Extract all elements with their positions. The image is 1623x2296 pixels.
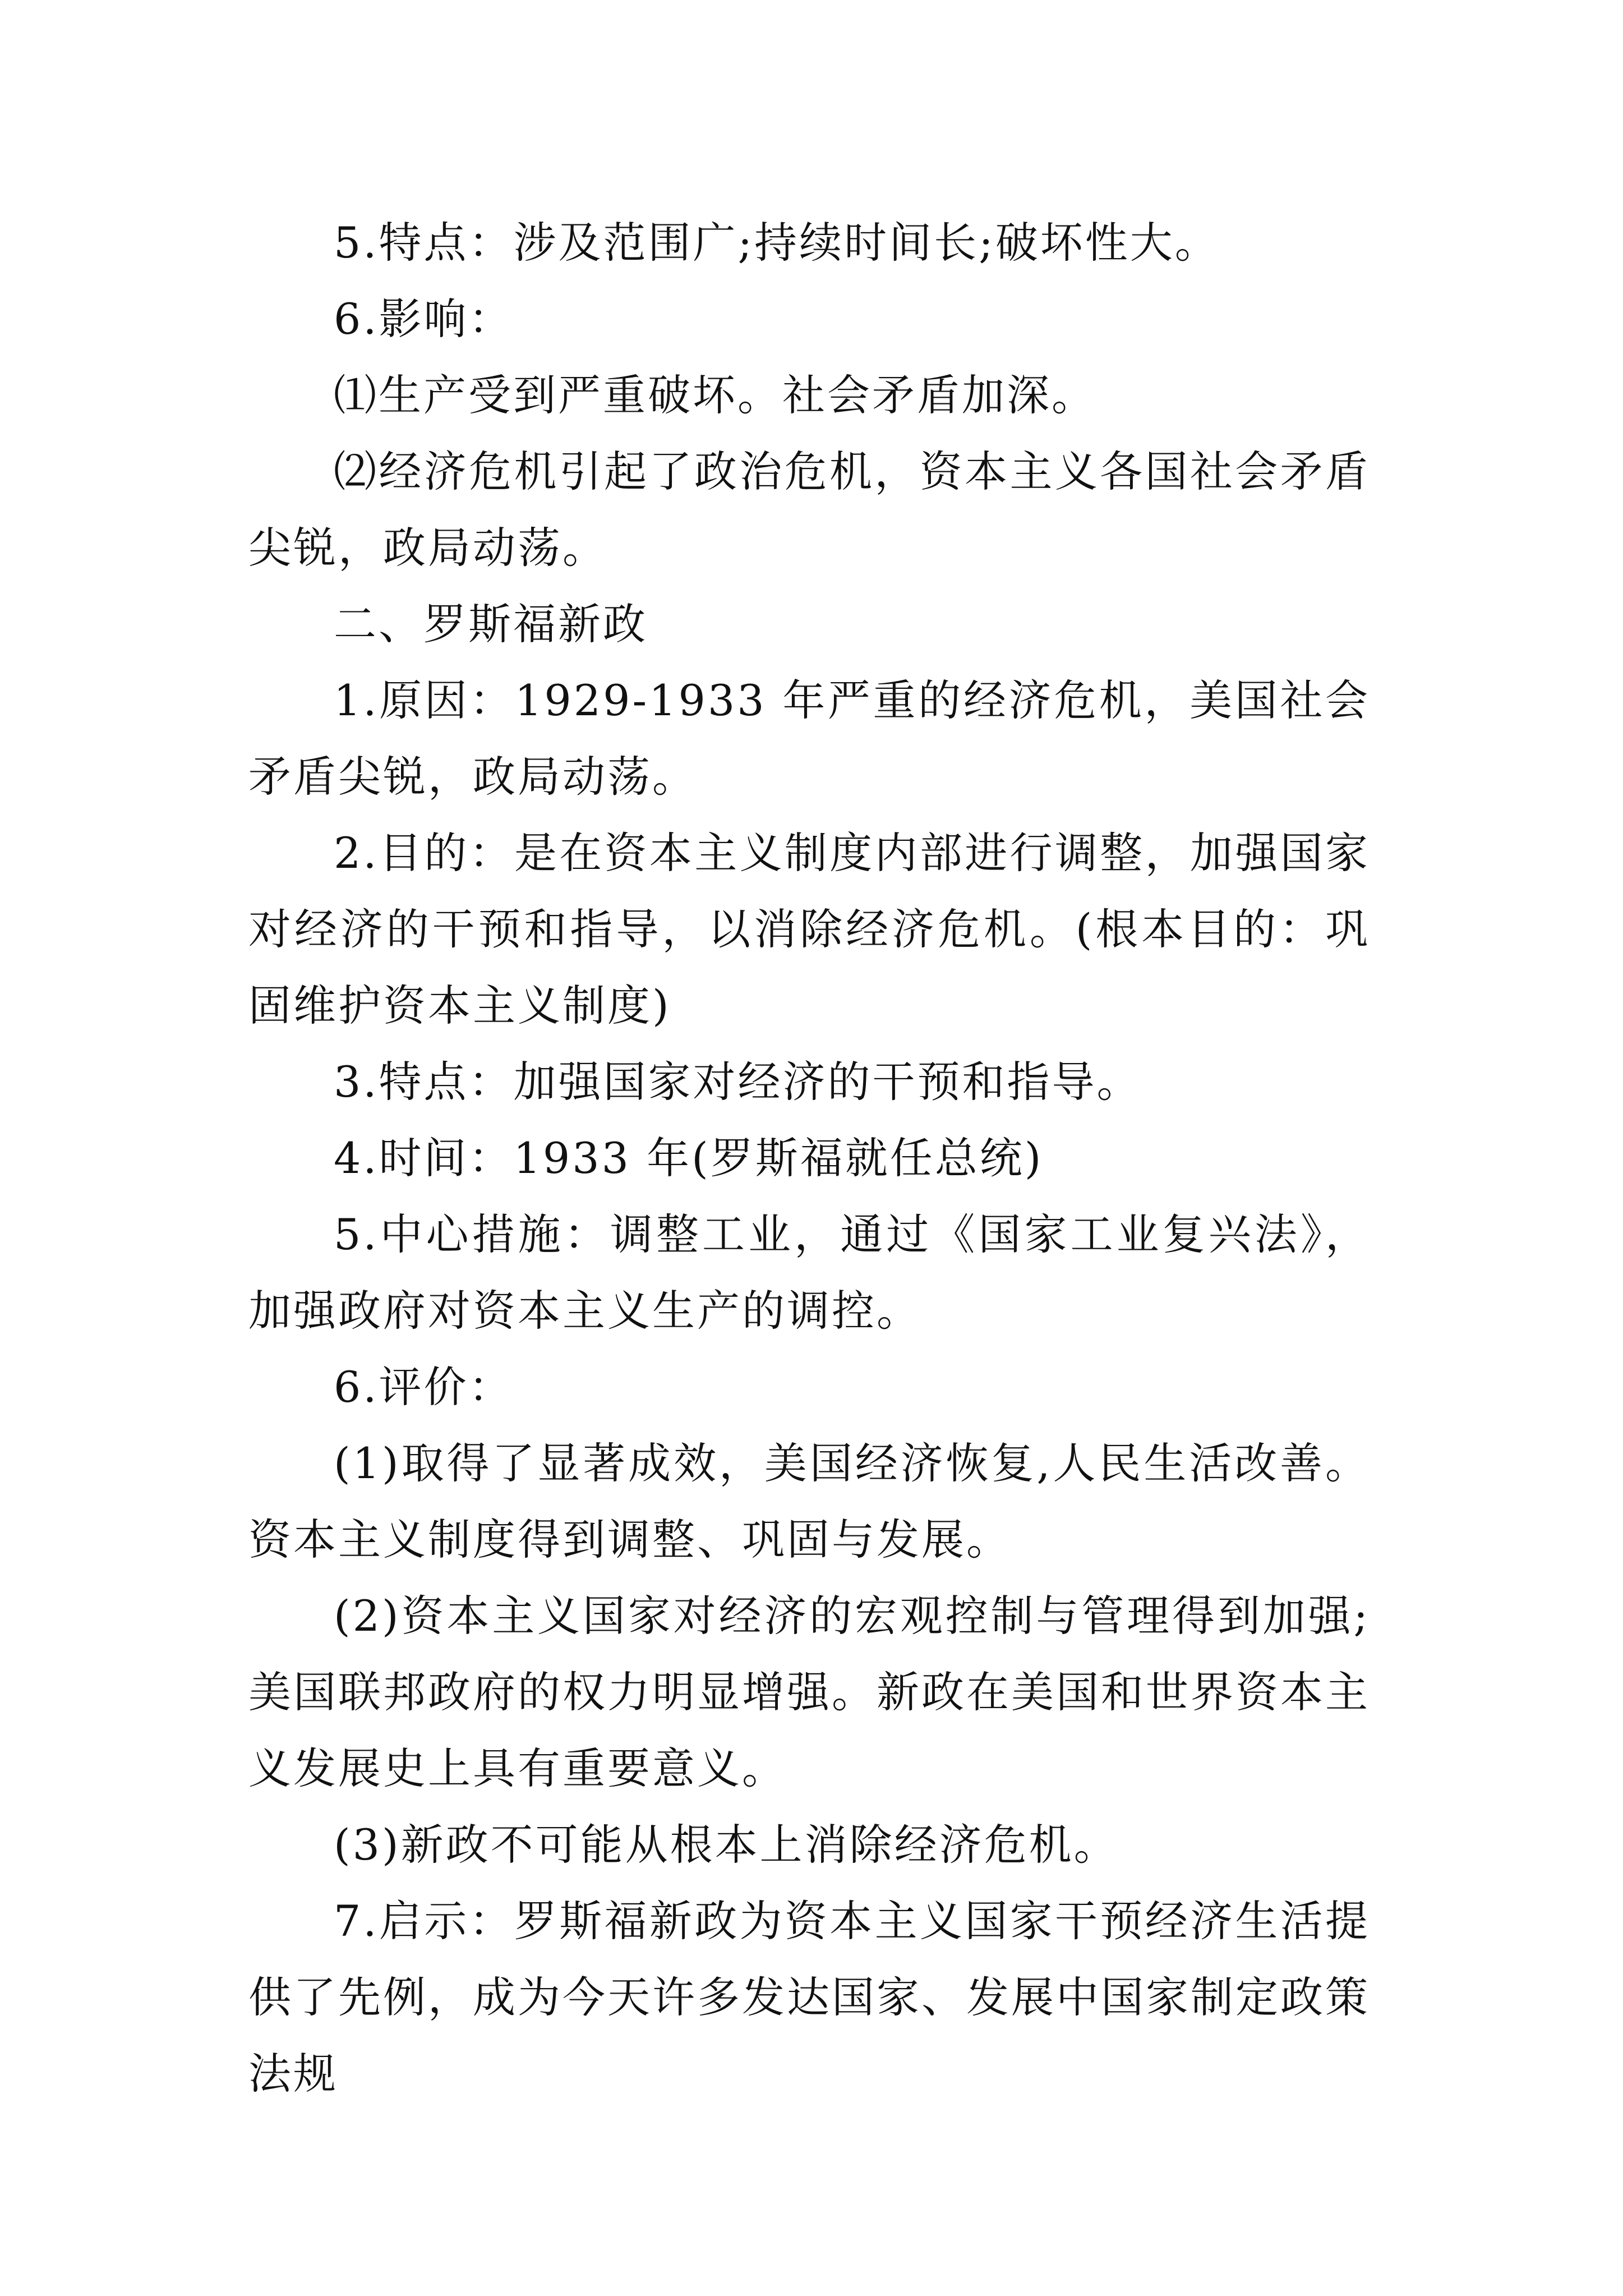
paragraph-evaluation-2: (2)资本主义国家对经济的宏观控制与管理得到加强;美国联邦政府的权力明显增强。新政在美国和世界资本主义发展史上具有重要意义。 [248,1591,1370,1793]
paragraph-purpose: 2.目的：是在资本主义制度内部进行调整，加强国家对经济的干预和指导，以消除经济危机。(根本目的：巩固维护资本主义制度) [248,828,1370,1030]
document-body [248,205,1370,2112]
paragraph-evaluation-3: (3)新政不可能从根本上消除经济危机。 [334,1820,1119,1870]
paragraph-characteristics: 3.特点：加强国家对经济的干预和指导。 [334,1057,1142,1107]
paragraph-cause: 1.原因：1929-1933 年严重的经济危机，美国社会矛盾尖锐，政局动荡。 [248,675,1370,802]
paragraph-central-measure: 5.中心措施：调整工业，通过《国家工业复兴法》，加强政府对资本主义生产的调控。 [248,1209,1370,1336]
section-heading-new-deal: 二、罗斯福新政 [334,599,648,649]
paragraph-inspiration: 7.启示：罗斯福新政为资本主义国家干预经济生活提供了先例，成为今天许多发达国家、发展中国家制定政策法规 [248,1896,1370,2099]
paragraph-evaluation-heading: 6.评价： [334,1362,514,1412]
paragraph-impact-2: ⑵经济危机引起了政治危机，资本主义各国社会矛盾尖锐，政局动荡。 [248,447,1370,573]
paragraph-evaluation-1: (1)取得了显著成效，美国经济恢复,人民生活改善。资本主义制度得到调整、巩固与发展。 [248,1438,1370,1565]
paragraph-impact-heading: 6.影响： [334,294,514,344]
paragraph-impact-1: ⑴生产受到严重破坏。社会矛盾加深。 [334,370,1096,420]
paragraph-features: 5.特点：涉及范围广;持续时间长;破坏性大。 [334,218,1220,268]
paragraph-time: 4.时间：1933 年(罗斯福就任总统) [334,1133,1044,1183]
